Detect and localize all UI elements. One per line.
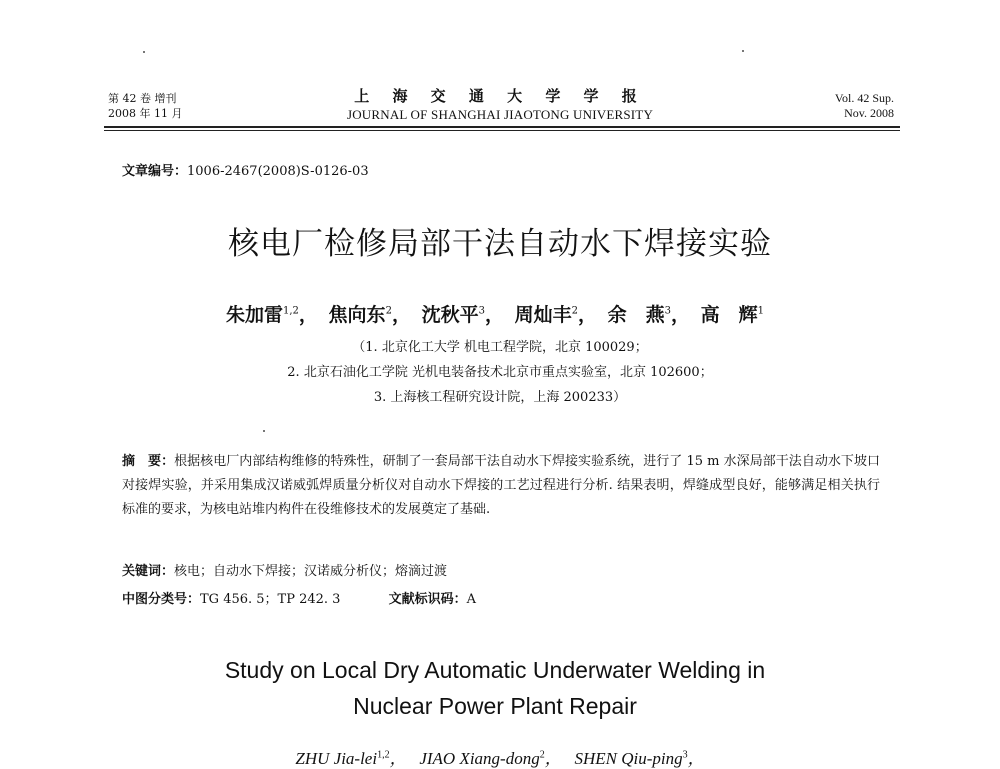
affiliation-line: 3. 上海核工程研究设计院，上海 200233） (373, 390, 627, 405)
journal-name-en: JOURNAL OF SHANGHAI JIAOTONG UNIVERSITY (346, 107, 654, 122)
date-zh: 2008 年 11 月 (108, 107, 183, 120)
journal-name (300, 86, 700, 123)
author-zh: 沈秋平$^3$ (421, 304, 485, 326)
title-en-line: Study on Local Dry Automatic Underwater Welding in (224, 657, 766, 683)
abstract-text: 根据核电厂内部结构维修的特殊性，研制了一套局部干法自动水下焊接实验系统，进行了 15 m 水深局部干法自动水下坡口对接焊实验，并采用集成汉诺威弧焊质量分析仪对自动水下焊接的工艺过程进行分析. 结果表明，焊缝成型良好，能够满足相关执行标准的要求，为核电站堆内构件在役维修技术的发展奠定了基础. (122, 454, 880, 517)
volume-en: Vol. 42 Sup. (834, 91, 894, 105)
header-rule-thick (104, 126, 900, 128)
header-right (835, 91, 894, 121)
article-number-label: 文章编号： (122, 164, 188, 179)
author-en: ZHU Jia-lei$^{1,2}$， (295, 749, 407, 768)
classification-value: TG 456. 5；TP 242. 3 (200, 592, 341, 607)
keywords (122, 560, 447, 579)
author-en: SHEN Qiu-ping$^3$， (574, 749, 705, 768)
abstract-label: 摘 要： (122, 454, 175, 469)
keywords-text: 核电；自动水下焊接；汉诺威分析仪；熔滴过渡 (174, 564, 448, 579)
scan-speck (742, 50, 744, 52)
authors-zh: 朱加雷$^{1,2}$， 焦向东$^2$， 沈秋平$^3$， 周灿丰$^2$， 余 燕$^3$， 高 辉$^1$ (226, 304, 764, 326)
author-zh: 高 辉$^1$ (700, 304, 764, 326)
title-en-line: Nuclear Power Plant Repair (353, 693, 637, 719)
scan-speck (263, 430, 265, 432)
classification-label: 中图分类号： (122, 592, 201, 607)
author-zh: 焦向东$^2$ (328, 304, 392, 326)
author-en: JIAO Xiang-dong$^2$， (419, 749, 562, 768)
volume-zh: 第 42 卷 增刊 (108, 92, 177, 105)
document-code-label: 文献标识码： (388, 592, 467, 607)
abstract (122, 450, 880, 522)
author-zh: 余 燕$^3$ (607, 304, 671, 326)
document-code-value: A (466, 592, 476, 607)
classification (122, 588, 476, 607)
affiliation-line: （1. 北京化工大学 机电工程学院，北京 100029； (352, 340, 648, 355)
keywords-label: 关键词： (122, 564, 175, 579)
affiliation-line: 2. 北京石油化工学院 光机电装备技术北京市重点实验室，北京 102600； (287, 365, 713, 380)
author-zh: 朱加雷$^{1,2}$ (226, 304, 299, 326)
article-number-value: 1006-2467(2008)S-0126-03 (187, 164, 369, 179)
journal-name-zh: 上 海 交 通 大 学 学 报 (354, 87, 646, 105)
header-rule-thin (104, 130, 900, 131)
title-en (0, 652, 990, 724)
date-en: Nov. 2008 (844, 106, 894, 120)
title-zh: 核电厂检修局部干法自动水下焊接实验 (228, 226, 772, 262)
authors-en (0, 744, 1000, 769)
article-number (122, 160, 369, 179)
scan-speck (143, 51, 145, 53)
header-left (108, 91, 182, 121)
author-zh: 周灿丰$^2$ (514, 304, 578, 326)
